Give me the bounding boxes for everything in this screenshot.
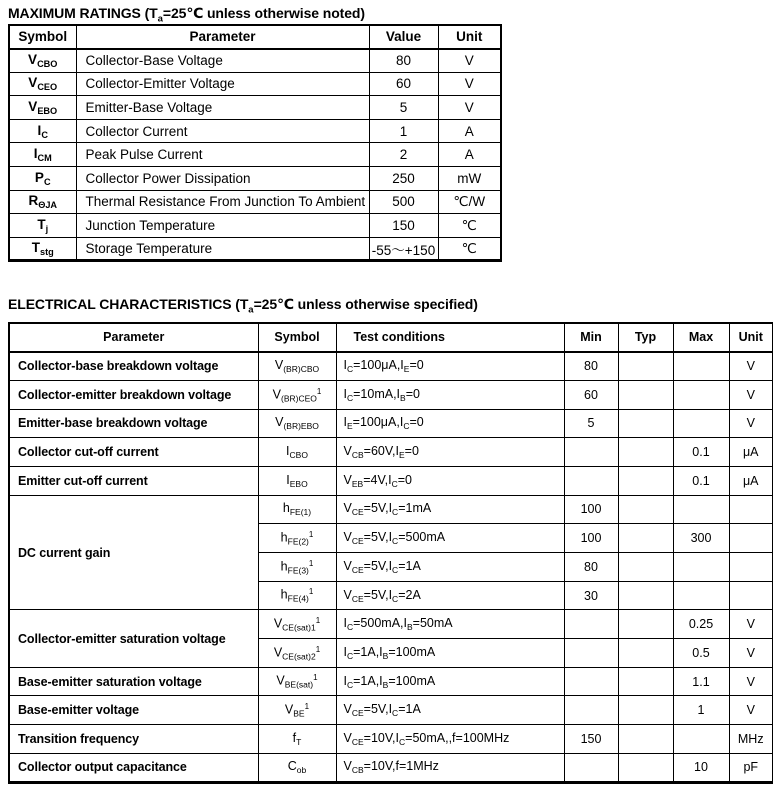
min-cell: 100 xyxy=(564,495,618,524)
test-conditions-cell: $V_{CE}=5V,I_C=1A$ xyxy=(336,696,564,725)
typ-cell xyxy=(618,495,673,524)
unit-cell: V xyxy=(729,409,773,438)
unit-cell xyxy=(729,495,773,524)
header-unit: Unit xyxy=(729,323,773,352)
max-cell: 1.1 xyxy=(673,667,729,696)
parameter-cell: Collector output capacitance xyxy=(9,753,258,782)
min-cell xyxy=(564,466,618,495)
min-cell: 100 xyxy=(564,524,618,553)
parameter-cell: Collector cut-off current xyxy=(9,438,258,467)
unit-cell: V xyxy=(729,352,773,381)
parameter-cell: DC current gain xyxy=(9,495,258,610)
parameter-cell: Collector-base breakdown voltage xyxy=(9,352,258,381)
symbol-cell: $V_{BE(sat)}^1$ xyxy=(258,667,336,696)
parameter-cell: Collector-emitter breakdown voltage xyxy=(9,380,258,409)
parameter-cell: Collector Power Dissipation xyxy=(76,167,369,191)
symbol-cell: $I_{EBO}$ xyxy=(258,466,336,495)
table-row xyxy=(9,725,773,754)
table-header-row xyxy=(9,323,773,352)
max-cell xyxy=(673,380,729,409)
table-row xyxy=(9,409,773,438)
unit-cell: ℃ xyxy=(438,214,501,238)
parameter-cell: Emitter-base breakdown voltage xyxy=(9,409,258,438)
value-cell: -55～+150 xyxy=(369,237,438,261)
typ-cell xyxy=(618,352,673,381)
symbol-cell: $f_T$ xyxy=(258,725,336,754)
typ-cell xyxy=(618,466,673,495)
table-row xyxy=(9,438,773,467)
electrical-characteristics-title: ELECTRICAL CHARACTERISTICS ($T_a=25℃$ unless otherwise specified) xyxy=(8,296,478,316)
value-cell: 2 xyxy=(369,143,438,167)
unit-cell: μA xyxy=(729,438,773,467)
max-cell xyxy=(673,495,729,524)
unit-cell: V xyxy=(729,639,773,668)
table-row xyxy=(9,214,501,238)
parameter-cell: Thermal Resistance From Junction To Ambient xyxy=(76,190,369,214)
symbol-cell: $h_{FE(2)}^1$ xyxy=(258,524,336,553)
min-cell xyxy=(564,610,618,639)
parameter-cell: Base-emitter voltage xyxy=(9,696,258,725)
table-row xyxy=(9,610,773,639)
typ-cell xyxy=(618,610,673,639)
typ-cell xyxy=(618,409,673,438)
unit-cell: μA xyxy=(729,466,773,495)
max-cell: 1 xyxy=(673,696,729,725)
test-conditions-cell: $V_{CE}=5V,I_C=1A$ xyxy=(336,553,564,582)
symbol-cell: $P_C$ xyxy=(9,167,76,191)
maximum-ratings-title: MAXIMUM RATINGS ($T_a=25℃$ unless otherwise noted) xyxy=(8,5,365,25)
test-conditions-cell: $V_{CE}=5V,I_C=2A$ xyxy=(336,581,564,610)
min-cell: 30 xyxy=(564,581,618,610)
header-typ: Typ xyxy=(618,323,673,352)
unit-cell xyxy=(729,581,773,610)
parameter-cell: Storage Temperature xyxy=(76,237,369,261)
value-cell: 5 xyxy=(369,96,438,120)
test-conditions-cell: $V_{CE}=5V,I_C=500mA$ xyxy=(336,524,564,553)
test-conditions-cell: $V_{CB}=60V,I_E=0$ xyxy=(336,438,564,467)
table-row xyxy=(9,352,773,381)
test-conditions-cell: $I_C=1A,I_B=100mA$ xyxy=(336,667,564,696)
max-cell: 0.1 xyxy=(673,438,729,467)
table-row xyxy=(9,190,501,214)
min-cell xyxy=(564,753,618,782)
min-cell xyxy=(564,438,618,467)
header-max: Max xyxy=(673,323,729,352)
table-row xyxy=(9,167,501,191)
typ-cell xyxy=(618,524,673,553)
symbol-cell: $V_{CE(sat)1}^1$ xyxy=(258,610,336,639)
header-value: Value xyxy=(369,25,438,49)
symbol-cell: $V_{EBO}$ xyxy=(9,96,76,120)
max-cell: 10 xyxy=(673,753,729,782)
table-row xyxy=(9,495,773,524)
test-conditions-cell: $I_C=500mA,I_B=50mA$ xyxy=(336,610,564,639)
parameter-cell: Collector-Base Voltage xyxy=(76,49,369,73)
min-cell xyxy=(564,696,618,725)
max-cell: 0.25 xyxy=(673,610,729,639)
unit-cell: MHz xyxy=(729,725,773,754)
symbol-cell: $V_{(BR)CEO}^1$ xyxy=(258,380,336,409)
unit-cell: pF xyxy=(729,753,773,782)
test-conditions-cell: $I_E=100\mu A,I_C=0$ xyxy=(336,409,564,438)
symbol-cell: $T_j$ xyxy=(9,214,76,238)
parameter-cell: Junction Temperature xyxy=(76,214,369,238)
header-min: Min xyxy=(564,323,618,352)
symbol-cell: $V_{CBO}$ xyxy=(9,49,76,73)
unit-cell: V xyxy=(729,380,773,409)
symbol-cell: $C_{ob}$ xyxy=(258,753,336,782)
symbol-cell: $I_{CBO}$ xyxy=(258,438,336,467)
value-cell: 150 xyxy=(369,214,438,238)
unit-cell xyxy=(729,553,773,582)
max-cell: 0.1 xyxy=(673,466,729,495)
max-cell xyxy=(673,581,729,610)
symbol-cell: $V_{CEO}$ xyxy=(9,72,76,96)
header-parameter: Parameter xyxy=(76,25,369,49)
parameter-cell: Collector-emitter saturation voltage xyxy=(9,610,258,667)
parameter-cell: Collector Current xyxy=(76,119,369,143)
typ-cell xyxy=(618,380,673,409)
unit-cell: V xyxy=(729,610,773,639)
table-row xyxy=(9,237,501,261)
min-cell xyxy=(564,667,618,696)
value-cell: 250 xyxy=(369,167,438,191)
unit-cell: A xyxy=(438,143,501,167)
unit-cell: mW xyxy=(438,167,501,191)
header-unit: Unit xyxy=(438,25,501,49)
unit-cell: V xyxy=(438,49,501,73)
table-row xyxy=(9,466,773,495)
table-header-row xyxy=(9,25,501,49)
value-cell: 60 xyxy=(369,72,438,96)
table-row xyxy=(9,72,501,96)
symbol-cell: $h_{FE(1)}$ xyxy=(258,495,336,524)
max-cell: 0.5 xyxy=(673,639,729,668)
table-row xyxy=(9,49,501,73)
value-cell: 500 xyxy=(369,190,438,214)
typ-cell xyxy=(618,667,673,696)
unit-cell: A xyxy=(438,119,501,143)
table-row xyxy=(9,380,773,409)
table-row xyxy=(9,96,501,120)
symbol-cell: $V_{(BR)CBO}$ xyxy=(258,352,336,381)
test-conditions-cell: $V_{CB}=10V,f=1MHz$ xyxy=(336,753,564,782)
table-row xyxy=(9,753,773,782)
symbol-cell: $I_{CM}$ xyxy=(9,143,76,167)
unit-cell: V xyxy=(438,96,501,120)
unit-cell: V xyxy=(729,667,773,696)
min-cell: 150 xyxy=(564,725,618,754)
electrical-characteristics-table xyxy=(8,322,773,784)
typ-cell xyxy=(618,581,673,610)
parameter-cell: Emitter cut-off current xyxy=(9,466,258,495)
symbol-cell: $h_{FE(4)}^1$ xyxy=(258,581,336,610)
header-test-conditions: Test conditions xyxy=(336,323,564,352)
parameter-cell: Peak Pulse Current xyxy=(76,143,369,167)
min-cell: 60 xyxy=(564,380,618,409)
header-parameter: Parameter xyxy=(9,323,258,352)
min-cell: 80 xyxy=(564,352,618,381)
header-symbol: Symbol xyxy=(9,25,76,49)
min-cell: 5 xyxy=(564,409,618,438)
test-conditions-cell: $I_C=10mA,I_B=0$ xyxy=(336,380,564,409)
max-cell xyxy=(673,725,729,754)
symbol-cell: $V_{BE}^1$ xyxy=(258,696,336,725)
symbol-cell: $I_C$ xyxy=(9,119,76,143)
header-symbol: Symbol xyxy=(258,323,336,352)
unit-cell: V xyxy=(729,696,773,725)
max-cell xyxy=(673,409,729,438)
symbol-cell: $T_{stg}$ xyxy=(9,237,76,261)
maximum-ratings-table xyxy=(8,24,502,262)
unit-cell xyxy=(729,524,773,553)
typ-cell xyxy=(618,639,673,668)
symbol-cell: $V_{(BR)EBO}$ xyxy=(258,409,336,438)
test-conditions-cell: $I_C=100\mu A,I_E=0$ xyxy=(336,352,564,381)
unit-cell: ℃ xyxy=(438,237,501,261)
symbol-cell: $R_{\Theta JA}$ xyxy=(9,190,76,214)
parameter-cell: Collector-Emitter Voltage xyxy=(76,72,369,96)
value-cell: 1 xyxy=(369,119,438,143)
table-row xyxy=(9,667,773,696)
parameter-cell: Transition frequency xyxy=(9,725,258,754)
test-conditions-cell: $I_C=1A,I_B=100mA$ xyxy=(336,639,564,668)
table-row xyxy=(9,143,501,167)
typ-cell xyxy=(618,553,673,582)
max-cell: 300 xyxy=(673,524,729,553)
symbol-cell: $h_{FE(3)}^1$ xyxy=(258,553,336,582)
typ-cell xyxy=(618,725,673,754)
test-conditions-cell: $V_{CE}=5V,I_C=1mA$ xyxy=(336,495,564,524)
unit-cell: ℃/W xyxy=(438,190,501,214)
parameter-cell: Emitter-Base Voltage xyxy=(76,96,369,120)
typ-cell xyxy=(618,438,673,467)
max-cell xyxy=(673,352,729,381)
max-cell xyxy=(673,553,729,582)
table-row xyxy=(9,119,501,143)
symbol-cell: $V_{CE(sat)2}^1$ xyxy=(258,639,336,668)
test-conditions-cell: $V_{CE}=10V,I_C=50mA,,f=100MHz$ xyxy=(336,725,564,754)
typ-cell xyxy=(618,696,673,725)
parameter-cell: Base-emitter saturation voltage xyxy=(9,667,258,696)
table-row xyxy=(9,696,773,725)
test-conditions-cell: $V_{EB}=4V,I_C=0$ xyxy=(336,466,564,495)
unit-cell: V xyxy=(438,72,501,96)
min-cell: 80 xyxy=(564,553,618,582)
value-cell: 80 xyxy=(369,49,438,73)
typ-cell xyxy=(618,753,673,782)
min-cell xyxy=(564,639,618,668)
